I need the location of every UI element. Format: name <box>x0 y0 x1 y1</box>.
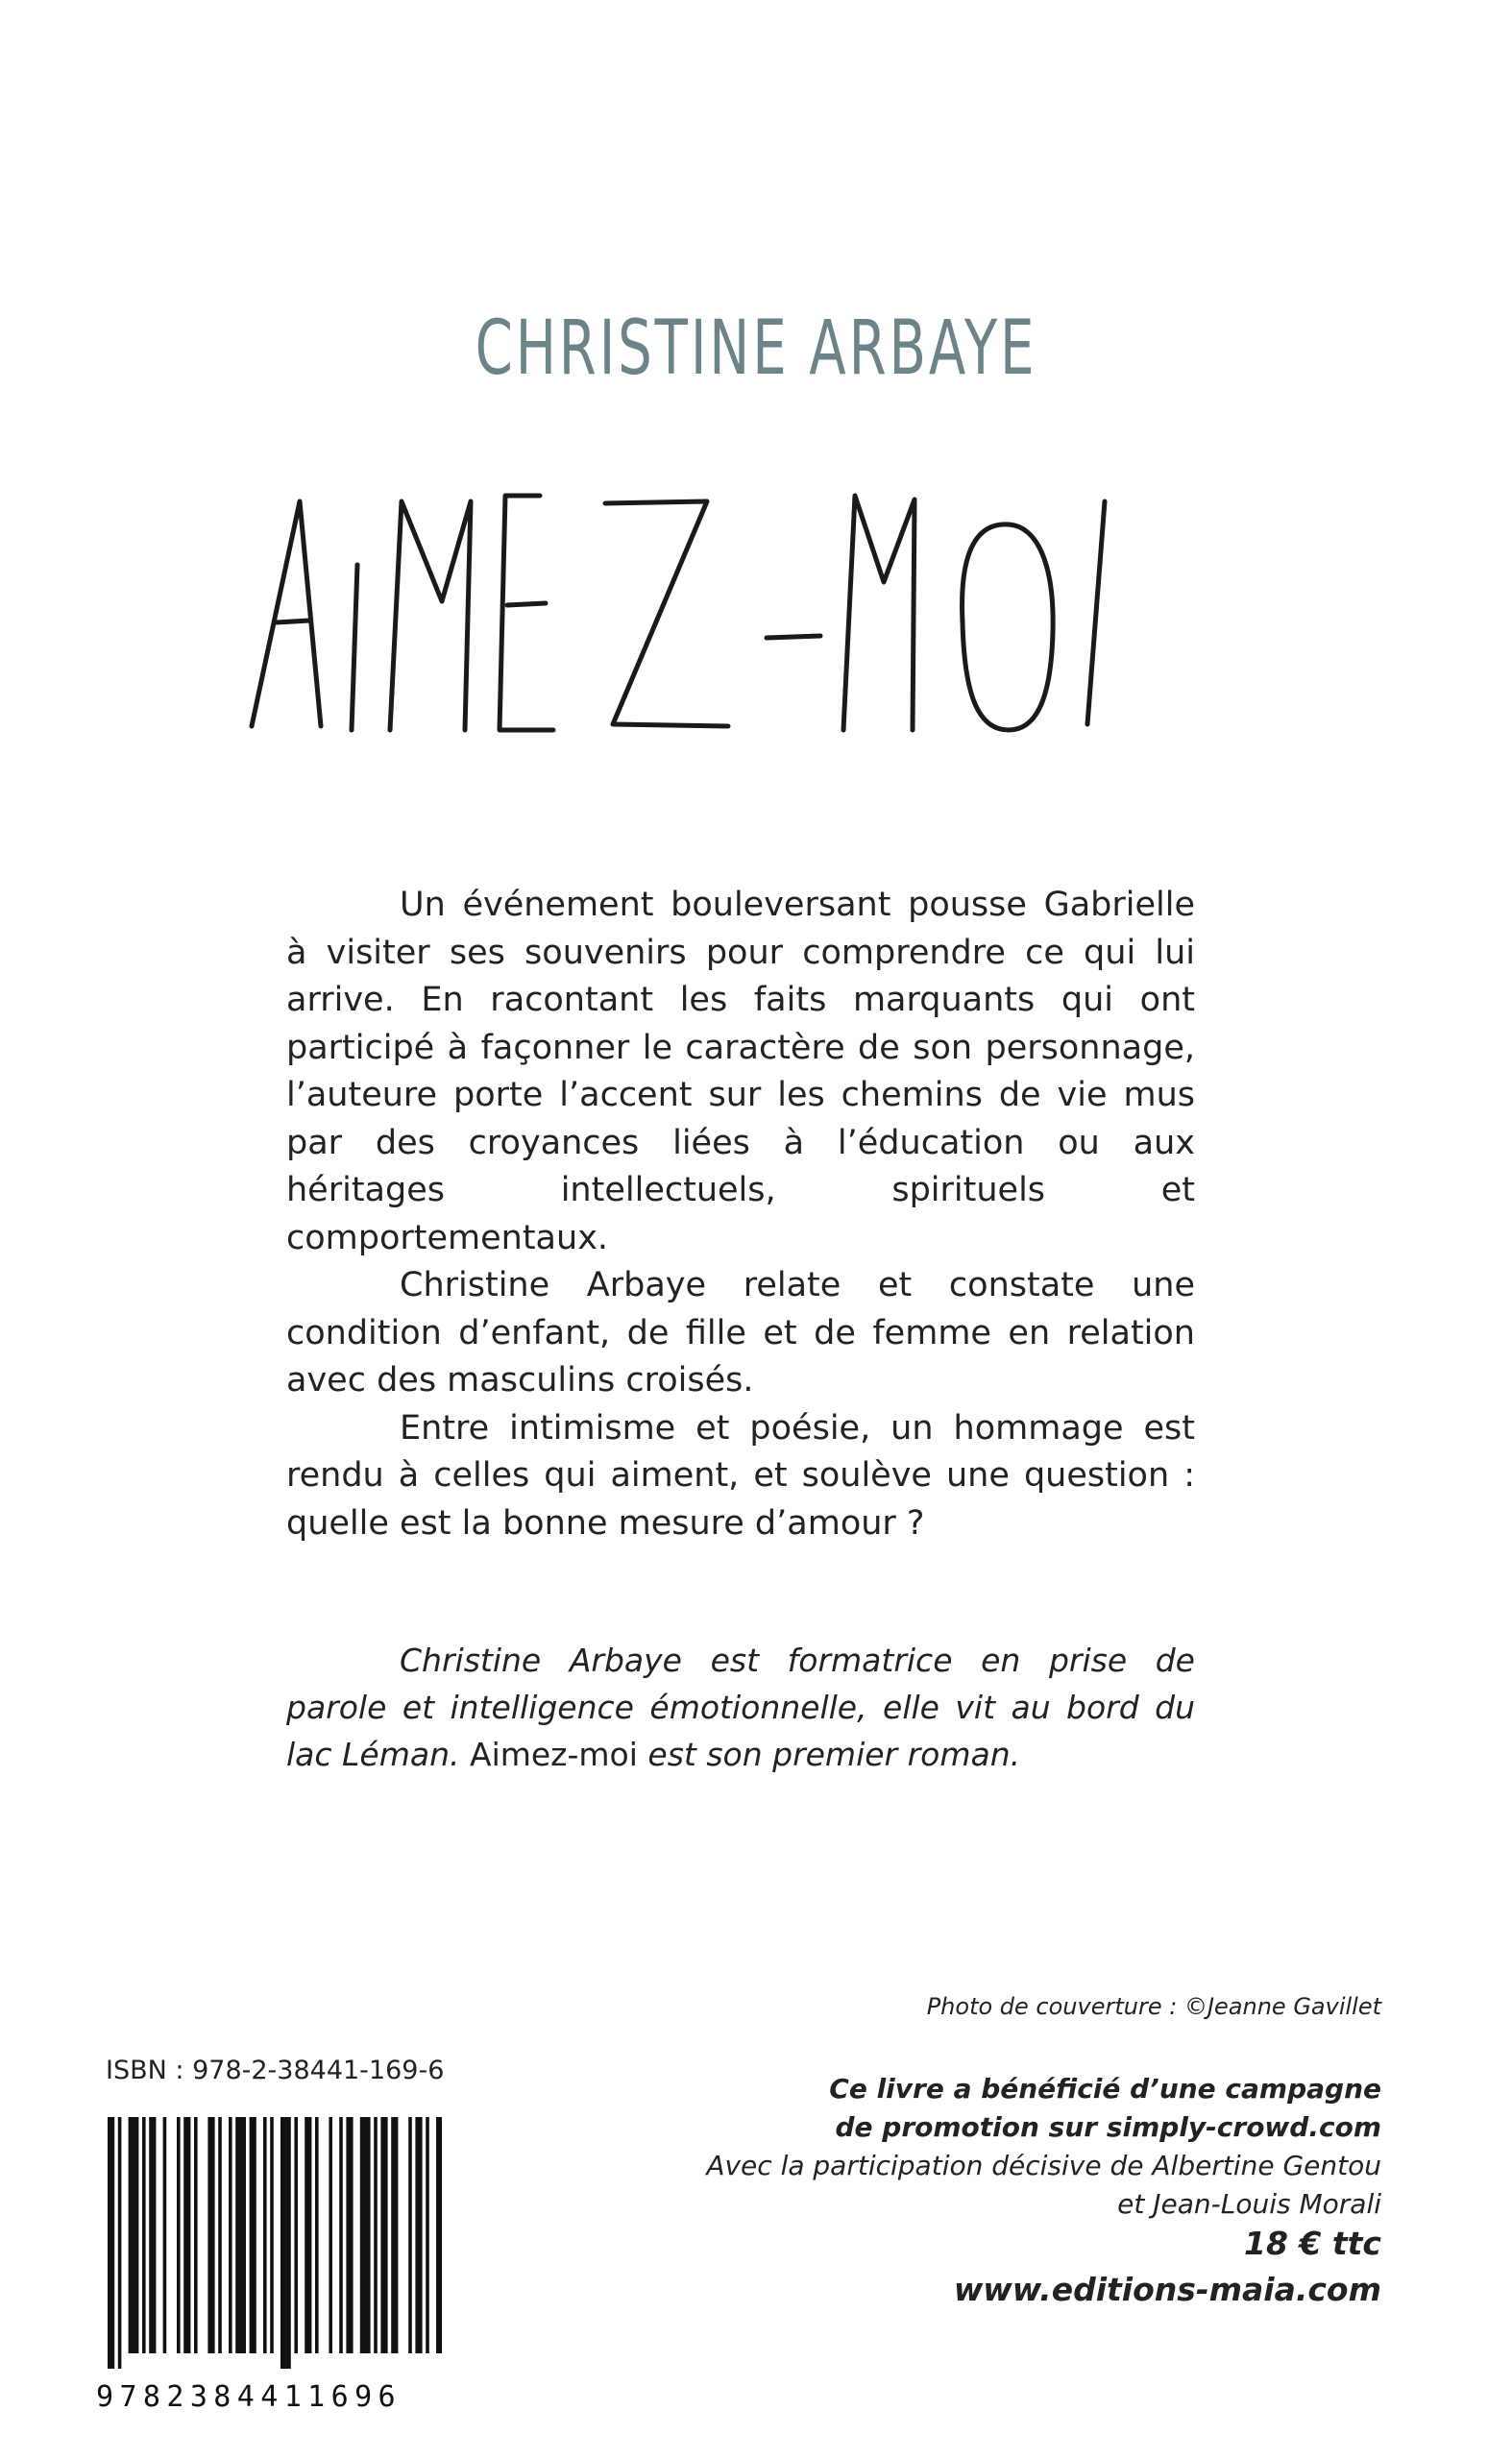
barcode-bar <box>163 2117 167 2353</box>
summary-paragraph-1: Un événement bouleversant pousse Gabrielle à visiter ses souvenirs pour comprendre ce qui lui arrive. En racontant les faits marquants qui ont participé à façonner le caractère de son personnage, l’auteure porte l’accent sur les chemins de vie mus par des croyances liées à l’éducation ou aux héritages intellectuels, spirituels et comportementaux. <box>286 886 1195 1257</box>
barcode-bar <box>315 2117 319 2353</box>
book-title-lettering <box>240 478 1272 747</box>
author-bio <box>286 1637 1195 1778</box>
barcode-bar <box>218 2117 222 2353</box>
barcode-bar <box>280 2117 291 2369</box>
barcode-bar <box>250 2117 256 2353</box>
participation-line-1: Avec la participation décisive de Albertine Gentou <box>706 2150 1381 2181</box>
barcode-bar <box>436 2117 442 2353</box>
summary-paragraph-2: Christine Arbaye relate et constate une condition d’enfant, de fille et de femme en relation avec des masculins croisés. <box>286 1266 1195 1400</box>
price-label: 18 € ttc <box>1244 2225 1381 2262</box>
barcode-bar <box>374 2117 378 2353</box>
barcode-bar <box>129 2117 139 2353</box>
barcode-bar <box>360 2117 371 2353</box>
participation-line-2: et Jean-Louis Morali <box>1117 2188 1381 2220</box>
barcode-bar <box>339 2117 343 2353</box>
barcode-bar <box>380 2117 387 2353</box>
author-bio-title: Aimez-moi <box>459 1736 648 1773</box>
isbn-barcode <box>104 2117 442 2369</box>
barcode-bar <box>235 2117 246 2353</box>
barcode-bar <box>207 2117 214 2353</box>
barcode-bar <box>194 2117 198 2353</box>
barcode-bar <box>183 2117 190 2353</box>
barcode-bar <box>229 2117 232 2353</box>
barcode-bar <box>305 2117 311 2353</box>
isbn-label: ISBN : 978-2-38441-169-6 <box>106 2056 445 2085</box>
campaign-line-1: Ce livre a bénéficié d’une campagne <box>829 2073 1381 2105</box>
barcode-digits: 9782384411696 <box>96 2380 402 2414</box>
barcode-bar <box>263 2117 267 2353</box>
barcode-bar <box>118 2117 122 2369</box>
author-bio-text: Christine Arbaye est formatrice en prise de parole et intelligence émotionnelle, elle vit au bord du lac Léman. <box>286 1642 1195 1773</box>
barcode-bar <box>177 2117 181 2353</box>
author-name: CHRISTINE ARBAYE <box>475 305 1037 392</box>
book-title <box>240 478 1272 747</box>
barcode-bar <box>408 2117 412 2353</box>
barcode-bar <box>108 2117 114 2369</box>
author-bio-end: est son premier roman. <box>647 1736 1021 1773</box>
barcode-bar <box>346 2117 353 2353</box>
barcode-bar <box>142 2117 146 2353</box>
barcode-bar <box>415 2117 422 2353</box>
promotion-notice <box>706 2070 1381 2224</box>
barcode-bar <box>329 2117 332 2353</box>
back-cover-summary <box>286 882 1195 1547</box>
price-block <box>954 2221 1381 2313</box>
photo-credit: Photo de couverture : ©Jeanne Gavillet <box>926 1993 1381 2020</box>
barcode-bar <box>294 2117 298 2353</box>
barcode-bar <box>391 2117 398 2353</box>
summary-paragraph-3: Entre intimisme et poésie, un hommage est rendu à celles qui aiment, et soulève une question : quelle est la bonne mesure d’amour ? <box>286 1408 1195 1543</box>
publisher-website: www.editions-maia.com <box>953 2271 1381 2308</box>
campaign-line-2: de promotion sur simply-crowd.com <box>835 2111 1381 2143</box>
barcode-bar <box>270 2117 274 2353</box>
barcode-bar <box>426 2117 429 2353</box>
barcode-bar <box>149 2117 156 2353</box>
